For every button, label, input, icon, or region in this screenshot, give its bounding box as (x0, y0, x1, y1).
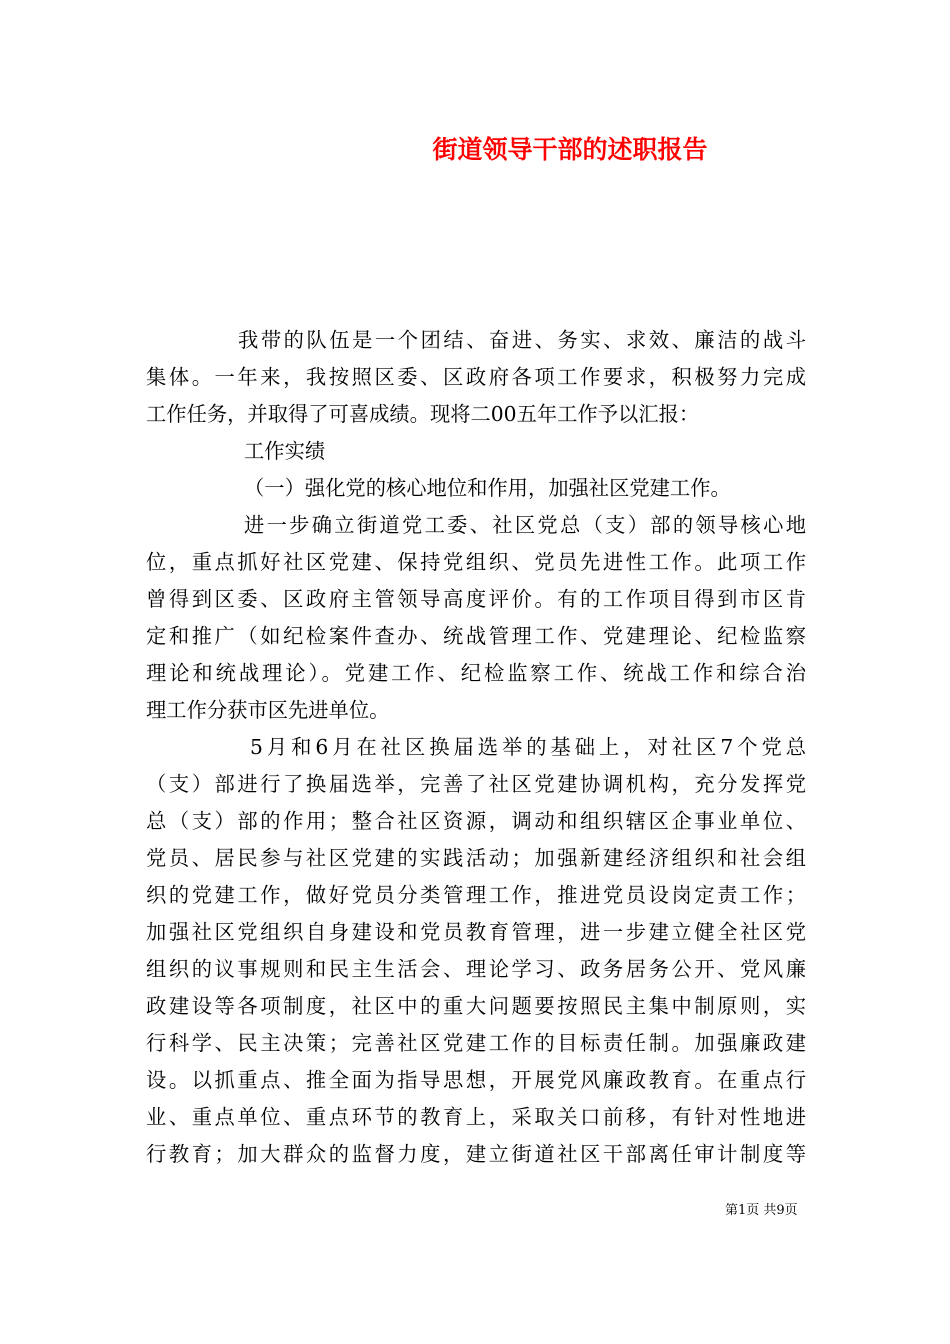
paragraph-line: 加强社区党组织自身建设和党员教育管理，进一步建立健全社区党 (146, 920, 806, 944)
paragraph-line: 定和推广（如纪检案件查办、统战管理工作、党建理论、纪检监察 (146, 624, 806, 648)
paragraph-line: 理论和统战理论）。党建工作、纪检监察工作、统战工作和综合治 (146, 661, 806, 685)
page-footer: 第1页 共9页 (725, 1203, 798, 1218)
paragraph-line: 进一步确立街道党工委、社区党总（支）部的领导核心地 (244, 513, 806, 537)
paragraph-line: 我带的队伍是一个团结、奋进、务实、求效、廉洁的战斗 (238, 328, 806, 352)
paragraph-line: 业、重点单位、重点环节的教育上，采取关口前移，有针对性地进 (146, 1105, 806, 1129)
paragraph-line: 工作任务，并取得了可喜成绩。现将二00五年工作予以汇报： (146, 402, 700, 426)
paragraph-line: 曾得到区委、区政府主管领导高度评价。有的工作项目得到市区肯 (146, 587, 806, 611)
document-body (146, 322, 806, 1173)
paragraph-line: （一）强化党的核心地位和作用，加强社区党建工作。 (244, 476, 731, 500)
paragraph-line: 理工作分获市区先进单位。 (146, 698, 390, 722)
paragraph-line: 位，重点抓好社区党建、保持党组织、党员先进性工作。此项工作 (146, 550, 806, 574)
paragraph-line: 政建设等各项制度，社区中的重大问题要按照民主集中制原则，实 (146, 994, 806, 1018)
paragraph-line: 集体。一年来，我按照区委、区政府各项工作要求，积极努力完成 (146, 365, 806, 389)
document-title: 街道领导干部的述职报告 (432, 135, 708, 164)
paragraph-line: 织的党建工作，做好党员分类管理工作，推进党员设岗定责工作； (146, 883, 806, 907)
paragraph-line: （支）部进行了换届选举，完善了社区党建协调机构，充分发挥党 (146, 772, 806, 796)
paragraph-line: 5月和6月在社区换届选举的基础上，对社区7个党总 (250, 735, 806, 759)
paragraph-line: 组织的议事规则和民主生活会、理论学习、政务居务公开、党风廉 (146, 957, 806, 981)
paragraph-line: 工作实绩 (244, 439, 326, 463)
paragraph-line: 设。以抓重点、推全面为指导思想，开展党风廉政教育。在重点行 (146, 1068, 806, 1092)
paragraph-line: 行科学、民主决策；完善社区党建工作的目标责任制。加强廉政建 (146, 1031, 806, 1055)
paragraph-line: 行教育；加大群众的监督力度，建立街道社区干部离任审计制度等 (146, 1142, 806, 1166)
paragraph-line: 总（支）部的作用；整合社区资源，调动和组织辖区企事业单位、 (146, 809, 806, 833)
paragraph-line: 党员、居民参与社区党建的实践活动；加强新建经济组织和社会组 (146, 846, 806, 870)
